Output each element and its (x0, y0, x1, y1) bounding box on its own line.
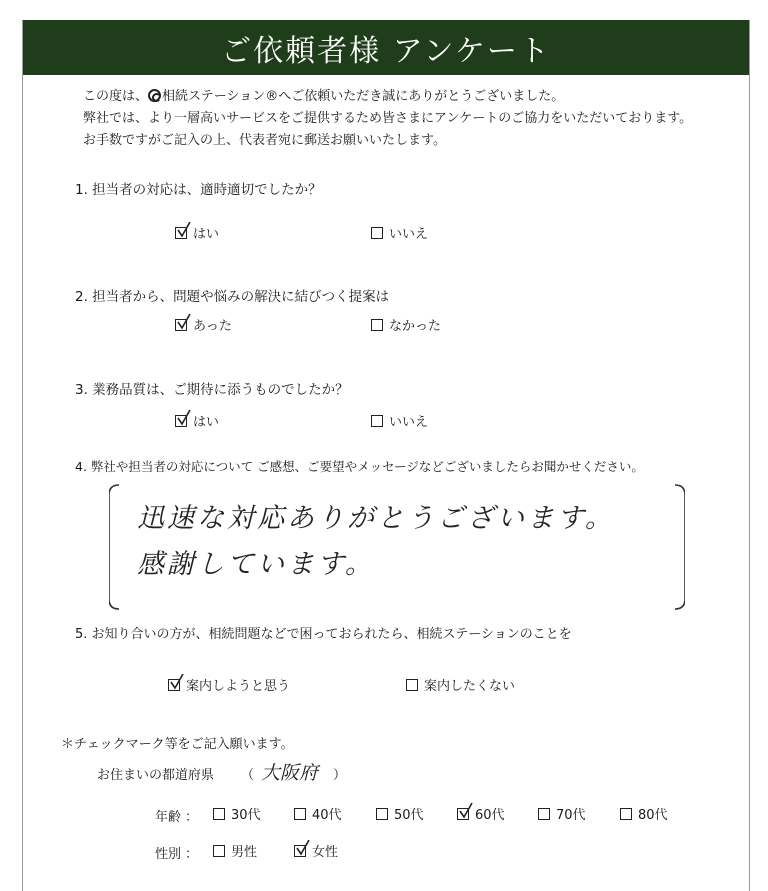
q3-option-no[interactable] (371, 411, 428, 430)
checkmark-icon (177, 314, 191, 330)
prefecture-label: お住まいの都道府県 (97, 768, 215, 783)
intro-line-2: 弊社では、より一層高いサービスをご提供するため皆さまにアンケートのご協力をいただいております。 (83, 111, 693, 126)
age-option-30[interactable]: 30代 (213, 804, 261, 823)
checkbox[interactable] (294, 845, 306, 857)
age-option-40[interactable]: 40代 (294, 804, 342, 823)
checkbox[interactable] (620, 808, 632, 820)
checkbox[interactable] (213, 808, 225, 820)
checkbox[interactable] (376, 808, 388, 820)
intro-line-3: お手数ですがご記入の上、代表者宛に郵送お願いいたします。 (83, 133, 446, 148)
intro-text (83, 86, 692, 152)
question-3-text: 3. 業務品質は、ご期待に添うものでしたか？ (75, 382, 349, 398)
survey-sheet (22, 20, 750, 891)
option-label: なかった (389, 319, 442, 334)
checkbox[interactable] (538, 808, 550, 820)
checkbox[interactable] (406, 679, 418, 691)
option-label: いいえ (389, 227, 429, 242)
page-title: ご依頼者様 アンケート (221, 33, 551, 69)
q2-option-no[interactable] (371, 315, 441, 334)
intro-line-1: この度は、 相続ステーション®へご依頼いただき誠にありがとうございました。 (83, 89, 565, 104)
checkmark-icon (459, 803, 473, 819)
header-banner (23, 20, 749, 75)
gender-option-female[interactable]: 女性 (294, 841, 338, 860)
q5-option-yes[interactable] (168, 675, 290, 694)
checkbox[interactable] (175, 227, 187, 239)
age-option-50[interactable]: 50代 (376, 804, 424, 823)
prefecture-close-paren: ） (333, 768, 347, 783)
option-label: いいえ (389, 415, 429, 430)
checkbox[interactable] (168, 679, 180, 691)
question-5-text: 5. お知り合いの方が、相続問題などで困っておられたら、相続ステーションのことを (75, 627, 572, 642)
q1-option-yes[interactable] (175, 223, 219, 242)
age-label: 年齢 ： (155, 810, 199, 825)
checkmark-icon (296, 840, 310, 856)
company-logo-icon (148, 89, 161, 102)
checkmark-icon (177, 222, 191, 238)
checkbox[interactable] (175, 319, 187, 331)
question-1-text: 1. 担当者の対応は、適時適切でしたか？ (75, 182, 322, 198)
option-label: はい (193, 227, 220, 242)
option-label: はい (193, 415, 220, 430)
checkbox[interactable] (175, 415, 187, 427)
option-label: あった (193, 319, 232, 334)
prefecture-value: 大阪府 (261, 762, 319, 784)
option-label: 案内したくない (424, 679, 516, 694)
age-option-70[interactable]: 70代 (538, 804, 586, 823)
q1-option-no[interactable] (371, 223, 428, 242)
age-option-60[interactable]: 60代 (457, 804, 505, 823)
checkmark-icon (177, 410, 191, 426)
option-label: 案内しようと思う (186, 679, 291, 694)
prefecture-open-paren: （ (241, 768, 255, 783)
question-4-text: 4. 弊社や担当者の対応について ご感想、ご要望やメッセージなどございましたらお聞かせください。 (75, 459, 644, 474)
checkbox[interactable] (457, 808, 469, 820)
gender-label: 性別 ： (155, 847, 199, 862)
q5-option-no[interactable] (406, 675, 515, 694)
comment-line-2: 感謝しています。 (137, 549, 375, 580)
q2-option-yes[interactable] (175, 315, 232, 334)
checkmark-note: ＊チェックマーク等をご記入願います。 (61, 737, 294, 752)
checkbox[interactable] (294, 808, 306, 820)
checkbox[interactable] (371, 319, 383, 331)
q3-option-yes[interactable] (175, 411, 219, 430)
age-option-80[interactable]: 80代 (620, 804, 668, 823)
checkbox[interactable] (213, 845, 225, 857)
gender-option-male[interactable]: 男性 (213, 841, 257, 860)
checkmark-icon (170, 674, 184, 690)
checkbox[interactable] (371, 415, 383, 427)
checkbox[interactable] (371, 227, 383, 239)
comment-line-1: 迅速な対応ありがとうございます。 (137, 503, 615, 534)
question-2-text: 2. 担当者から、問題や悩みの解決に結びつく提案は (75, 289, 390, 305)
